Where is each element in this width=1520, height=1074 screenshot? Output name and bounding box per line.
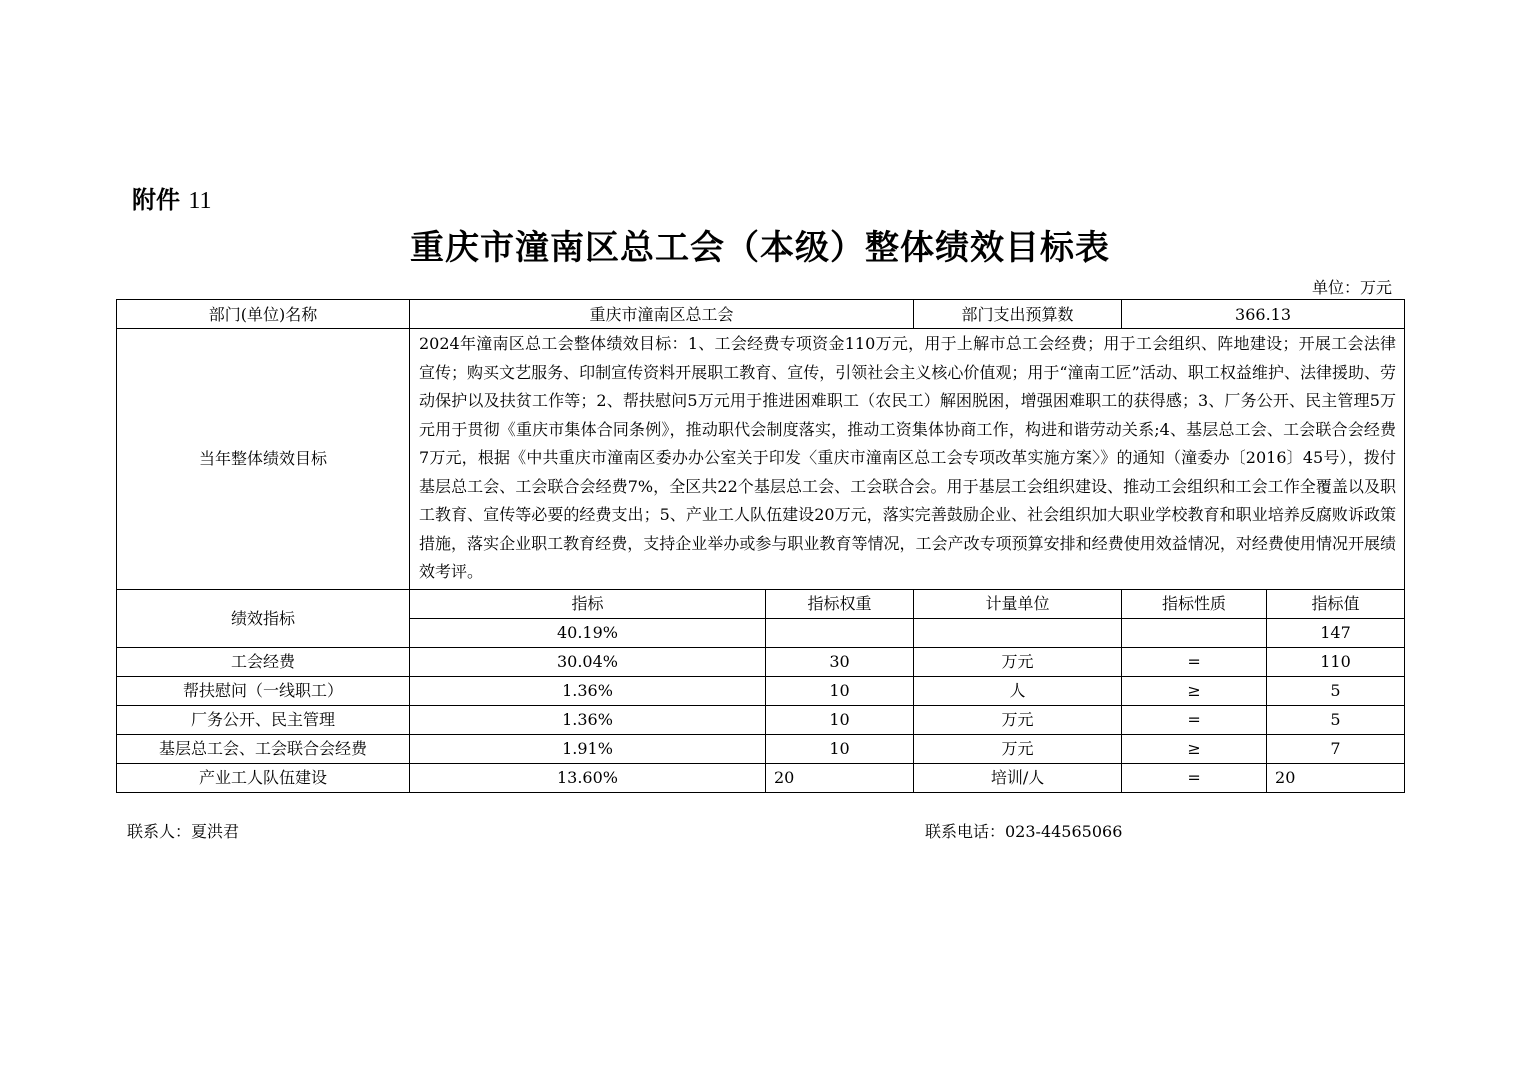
row-weight: 20 [766,763,914,792]
column-header-weight: 指标权重 [766,589,914,618]
column-header-unit: 计量单位 [914,589,1122,618]
row-indicator: 13.60% [410,763,766,792]
row-unit: 万元 [914,734,1122,763]
row-value: 7 [1267,734,1405,763]
summary-weight [766,618,914,647]
summary-nature [1122,618,1267,647]
row-name: 工会经费 [117,647,410,676]
row-nature: = [1122,763,1267,792]
row-value: 20 [1267,763,1405,792]
row-unit: 培训/人 [914,763,1122,792]
summary-indicator: 40.19% [410,618,766,647]
budget-value-cell: 366.13 [1122,300,1405,329]
row-indicator: 1.36% [410,676,766,705]
unit-label: 单位：万元 [1311,278,1392,297]
table-row [117,763,1405,792]
row-weight: 10 [766,734,914,763]
indicator-section-label: 绩效指标 [117,589,410,647]
row-value: 110 [1267,647,1405,676]
page-title: 重庆市潼南区总工会（本级）整体绩效目标表 [410,228,1110,268]
row-name: 厂务公开、民主管理 [117,705,410,734]
goal-text-cell: 2024年潼南区总工会整体绩效目标：1、工会经费专项资金110万元，用于上解市总工会经费；用于工会组织、阵地建设；开展工会法律宣传；购买文艺服务、印制宣传资料开展职工教育、宣传，引领社会主义核心价值观；用于“潼南工匠”活动、职工权益维护、法律援助、劳动保护以及扶贫工作等；2、帮扶慰问5万元用于推进困难职工（农民工）解困脱困，增强困难职工的获得感；3、厂务公开、民主管理5万元用于贯彻《重庆市集体合同条例》，推动职代会制度落实，推动工资集体协商工作，构进和谐劳动关系;4、基层总工会、工会联合会经费7万元，根据《中共重庆市潼南区委办办公室关于印发〈重庆市潼南区总工会专项改革实施方案〉》的通知（潼委办〔2016〕45号），拨付基层总工会、工会联合会经费7%，全区共22个基层总工会、工会联合会。用于基层工会组织建设、推动工会组织和工会工作全覆盖以及职工教育、宣传等必要的经费支出；5、产业工人队伍建设20万元，落实完善鼓励企业、社会组织加大职业学校教育和职业培养反腐败诉政策措施，落实企业职工教育经费，支持企业举办或参与职业教育等情况，工会产改专项预算安排和经费使用效益情况，对经费使用情况开展绩效考评。 [410,329,1405,590]
attachment-number: 11 [188,188,212,214]
table-row [117,705,1405,734]
table-row [117,676,1405,705]
row-name: 产业工人队伍建设 [117,763,410,792]
table-row [117,734,1405,763]
summary-value: 147 [1267,618,1405,647]
column-header-indicator: 指标 [410,589,766,618]
row-name: 帮扶慰问（一线职工） [117,676,410,705]
performance-table [116,299,1405,793]
dept-label-cell: 部门(单位)名称 [117,300,410,329]
contact-person: 联系人：夏洪君 [127,822,240,841]
row-nature: = [1122,705,1267,734]
budget-label-cell: 部门支出预算数 [914,300,1122,329]
goal-row [117,329,1405,590]
attachment-word: 附件 [132,186,180,214]
row-name: 基层总工会、工会联合会经费 [117,734,410,763]
column-header-nature: 指标性质 [1122,589,1267,618]
row-indicator: 1.36% [410,705,766,734]
contact-phone: 联系电话：023-44565066 [925,822,1123,841]
dept-value-cell: 重庆市潼南区总工会 [410,300,914,329]
row-weight: 30 [766,647,914,676]
row-value: 5 [1267,705,1405,734]
row-weight: 10 [766,705,914,734]
row-unit: 人 [914,676,1122,705]
column-header-value: 指标值 [1267,589,1405,618]
goal-label-cell: 当年整体绩效目标 [117,329,410,590]
row-unit: 万元 [914,647,1122,676]
header-row [117,300,1405,329]
row-value: 5 [1267,676,1405,705]
row-indicator: 1.91% [410,734,766,763]
summary-unit [914,618,1122,647]
row-indicator: 30.04% [410,647,766,676]
row-unit: 万元 [914,705,1122,734]
row-nature: ≥ [1122,676,1267,705]
row-weight: 10 [766,676,914,705]
table-row [117,647,1405,676]
row-nature: ≥ [1122,734,1267,763]
row-nature: = [1122,647,1267,676]
attachment-label [132,180,211,215]
indicator-header-row [117,589,1405,618]
